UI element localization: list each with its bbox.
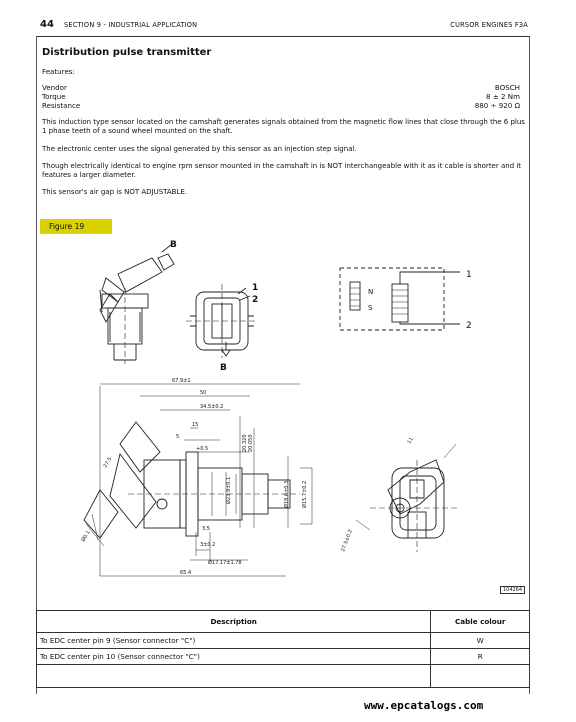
sensor-dimension-view — [84, 384, 312, 576]
paragraph-induction: This induction type sensor located on the camshaft generates signals obtained from the magnetic flow lines that close through the 6 plus 1 phase teeth of a sound wheel mounted on the shaft. — [42, 118, 525, 136]
schematic-terminal-1: 1 — [466, 270, 472, 280]
engine-title: CURSOR ENGINES F3A — [450, 21, 528, 29]
feature-label-vendor: Vendor — [42, 83, 67, 92]
label-b-bottom: B — [220, 363, 227, 373]
table-header-row — [37, 611, 530, 633]
feature-value-resistance: 880 ÷ 920 Ω — [474, 101, 520, 110]
paragraph-air-gap: This sensor's air gap is NOT ADJUSTABLE. — [42, 188, 188, 196]
table-row — [37, 649, 530, 665]
table-row — [37, 633, 530, 649]
pin-2-label: 2 — [252, 295, 259, 305]
section-title: SECTION 9 - INDUSTRIAL APPLICATION — [64, 21, 198, 29]
dim-34-5: 34.5±0.2 — [200, 404, 224, 410]
label-b-top: B — [170, 240, 177, 250]
dim-65-4: 65.4 — [180, 570, 192, 576]
figure-label: Figure 19 — [40, 219, 112, 234]
dim-tolerance: +0.5 — [196, 446, 209, 452]
sensor-schematic — [340, 268, 460, 330]
paragraph-electronic-center: The electronic center uses the signal generated by this sensor as an injection step signal. — [42, 145, 357, 153]
page-header — [36, 14, 530, 37]
dim-20-320: 20.320 — [242, 434, 248, 452]
row-colour: W — [431, 633, 530, 649]
dim-15: 15 — [192, 422, 199, 428]
dim-dia-0-1: Ø0.1 — [80, 529, 92, 543]
table-row-empty — [37, 665, 530, 688]
header-cable-colour: Cable colour — [431, 611, 530, 633]
dim-50: 50 — [200, 390, 207, 396]
dim-27-5: 27.5 — [102, 456, 114, 469]
page-title: Distribution pulse transmitter — [42, 47, 212, 58]
features-label: Features: — [42, 67, 75, 76]
dim-20-050: 20.050 — [248, 434, 254, 452]
sensor-side-view — [100, 244, 174, 364]
magnet-n: N — [368, 288, 374, 296]
row-colour: R — [431, 649, 530, 665]
dim-dia-23-9: Ø23.9±0.1 — [226, 476, 232, 504]
dim-27-5-tol: 27.5±0.2 — [340, 528, 354, 553]
sensor-end-view — [356, 444, 460, 552]
feature-value-vendor: BOSCH — [494, 83, 520, 92]
drawing-code: 104264 — [500, 586, 525, 594]
dim-5: 5 — [176, 434, 180, 440]
magnet-s: S — [368, 304, 373, 312]
dim-3-5: 3.5 — [202, 526, 210, 532]
pin-1-label: 1 — [252, 283, 259, 293]
dim-dia-17-17: Ø17.17±1.78 — [208, 560, 242, 566]
page-number: 44 — [40, 19, 54, 30]
dim-dia-15-7: Ø15.7±0.2 — [302, 480, 308, 508]
schematic-terminal-2: 2 — [466, 321, 472, 331]
cable-table — [36, 610, 530, 688]
feature-label-torque: Torque — [42, 92, 66, 101]
header-description: Description — [37, 611, 431, 633]
connector-front-view — [186, 284, 258, 358]
dim-dia-18-6: Ø18.6±0.3 — [284, 480, 290, 508]
sensor-drawing — [40, 232, 526, 600]
row-description: To EDC center pin 10 (Sensor connector "C") — [37, 649, 431, 665]
watermark: www.epcatalogs.com — [364, 699, 484, 712]
feature-value-torque: 8 ± 2 Nm — [486, 92, 520, 101]
row-description: To EDC center pin 9 (Sensor connector "C") — [37, 633, 431, 649]
dim-overall-length: 67.9±1 — [172, 378, 191, 384]
paragraph-interchangeable: Though electrically identical to engine rpm sensor mounted in the camshaft in is NOT interchangeable with it as it cable is shorter and it features a larger diameter. — [42, 162, 522, 180]
dim-3: 3±0.2 — [200, 542, 216, 548]
dim-11: 11 — [406, 436, 415, 445]
feature-label-resistance: Resistance — [42, 101, 81, 110]
